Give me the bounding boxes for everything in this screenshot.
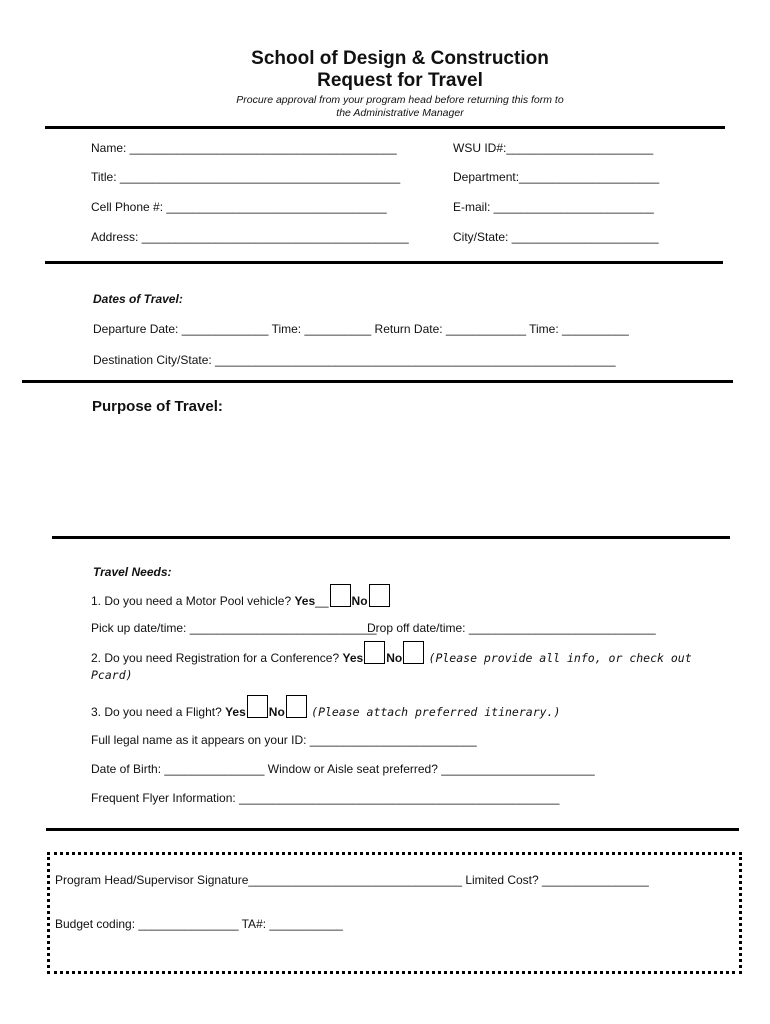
departure-return-fields[interactable]: Departure Date: _____________ Time: __________ Return Date: ____________ Time: __________ xyxy=(93,322,629,336)
address-field[interactable]: Address: ________________________________________ xyxy=(91,230,409,244)
flight-question: 3. Do you need a Flight? Yes No (Please attach preferred itinerary.) xyxy=(91,695,560,719)
motor-pool-no-checkbox[interactable] xyxy=(369,584,390,607)
registration-note: (Please provide all info, or check out xyxy=(428,651,692,665)
dropoff-field[interactable]: Drop off date/time: ____________________________ xyxy=(367,621,656,635)
divider xyxy=(45,261,723,264)
registration-yes-checkbox[interactable] xyxy=(364,641,385,664)
purpose-heading: Purpose of Travel: xyxy=(92,398,223,415)
frequent-flyer-field[interactable]: Frequent Flyer Information: ________________________________________________ xyxy=(91,791,560,805)
divider xyxy=(45,126,725,129)
dob-seat-field[interactable]: Date of Birth: _______________ Window or Aisle seat preferred? _______________________ xyxy=(91,762,595,776)
flight-yes-checkbox[interactable] xyxy=(247,695,268,718)
travel-needs-heading: Travel Needs: xyxy=(93,565,172,579)
motor-pool-yes-checkbox[interactable] xyxy=(330,584,351,607)
divider xyxy=(22,380,733,383)
registration-no-checkbox[interactable] xyxy=(403,641,424,664)
title-field[interactable]: Title: __________________________________________ xyxy=(91,170,401,184)
instruction-line-1: Procure approval from your program head before returning this form to xyxy=(236,94,564,106)
dates-heading: Dates of Travel: xyxy=(93,292,183,306)
email-field[interactable]: E-mail: ________________________ xyxy=(453,200,654,214)
form-title: School of Design & Construction xyxy=(251,48,549,69)
divider xyxy=(52,536,730,539)
instruction-line-2: the Administrative Manager xyxy=(336,107,464,119)
budget-field[interactable]: Budget coding: _______________ TA#: ___________ xyxy=(55,917,343,931)
department-field[interactable]: Department:_____________________ xyxy=(453,170,660,184)
flight-note: (Please attach preferred itinerary.) xyxy=(311,705,561,719)
form-subtitle: Request for Travel xyxy=(317,70,483,91)
city-state-field[interactable]: City/State: ______________________ xyxy=(453,230,659,244)
divider xyxy=(46,828,739,831)
pickup-field[interactable]: Pick up date/time: ____________________________ xyxy=(91,621,377,635)
signature-field[interactable]: Program Head/Supervisor Signature________________________________ Limited Cost? ________________ xyxy=(55,873,649,887)
name-field[interactable]: Name: ________________________________________ xyxy=(91,141,397,155)
cell-phone-field[interactable]: Cell Phone #: _________________________________ xyxy=(91,200,387,214)
registration-note-cont: Pcard) xyxy=(91,668,133,682)
approval-box xyxy=(47,852,742,974)
motor-pool-question: 1. Do you need a Motor Pool vehicle? Yes__ No xyxy=(91,584,391,608)
destination-field[interactable]: Destination City/State: ____________________________________________________________ xyxy=(93,353,616,367)
legal-name-field[interactable]: Full legal name as it appears on your ID: _________________________ xyxy=(91,733,477,747)
registration-question: 2. Do you need Registration for a Conference? Yes No (Please provide all info, or check out xyxy=(91,641,692,665)
wsu-id-field[interactable]: WSU ID#:______________________ xyxy=(453,141,654,155)
flight-no-checkbox[interactable] xyxy=(286,695,307,718)
